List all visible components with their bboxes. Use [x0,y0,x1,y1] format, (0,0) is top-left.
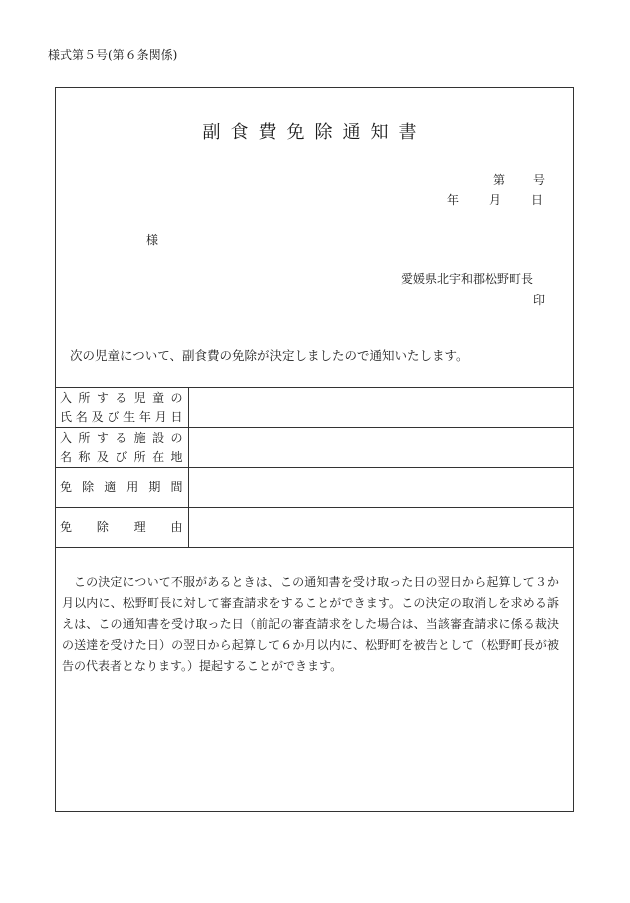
row-value-facility [188,428,574,468]
table-row [55,388,574,428]
intro-statement: 次の児童について、副食費の免除が決定しましたので通知いたします。 [70,348,469,363]
date-year: 年 [446,193,459,207]
row-label-child [55,388,188,428]
label-line: 免除理由 [60,520,183,534]
number-prefix: 第 [492,173,505,187]
issue-date-line [447,191,543,208]
label-line: 入所する児童の [60,390,183,405]
number-suffix: 号 [532,173,545,187]
row-value-period [188,468,574,508]
document-number-line [493,171,545,188]
row-label-period [55,468,188,508]
notice-form-frame [55,87,574,812]
form-identifier: 様式第５号(第６条関係) [48,48,178,62]
appeal-notice-text: この決定について不服があるときは、この通知書を受け取った日の翌日から起算して３か月以内に、松野町長に対して審査請求をすることができます。この決定の取消しを求める訴えは、この通知書を受け取った日（前記の審査請求をした場合は、当該審査請求に係る裁決の送達を受けた日）の翌日から起算して６か月以内に、松野町を被告として（松野町長が被告の代表者となります。）提起することができます。 [62,575,559,673]
table-row [55,428,574,468]
label-line: 氏名及び生年月日 [60,409,183,424]
row-label-facility [55,428,188,468]
label-line: 入所する施設の [60,430,183,445]
date-month: 月 [488,193,501,207]
seal-mark: 印 [532,293,545,307]
row-label-reason [55,508,188,548]
issuer-name: 愛媛県北宇和郡松野町長 [400,272,533,286]
row-value-reason [188,508,574,548]
exemption-details-table [55,387,574,548]
label-line: 免除適用期間 [60,480,183,494]
table-row [55,468,574,508]
addressee-honorific: 様 [146,233,159,247]
row-value-child [188,388,574,428]
table-row [55,508,574,548]
date-day: 日 [530,193,543,207]
label-line: 名称及び所在地 [60,449,183,464]
document-title: 副食費免除通知書 [202,122,427,143]
